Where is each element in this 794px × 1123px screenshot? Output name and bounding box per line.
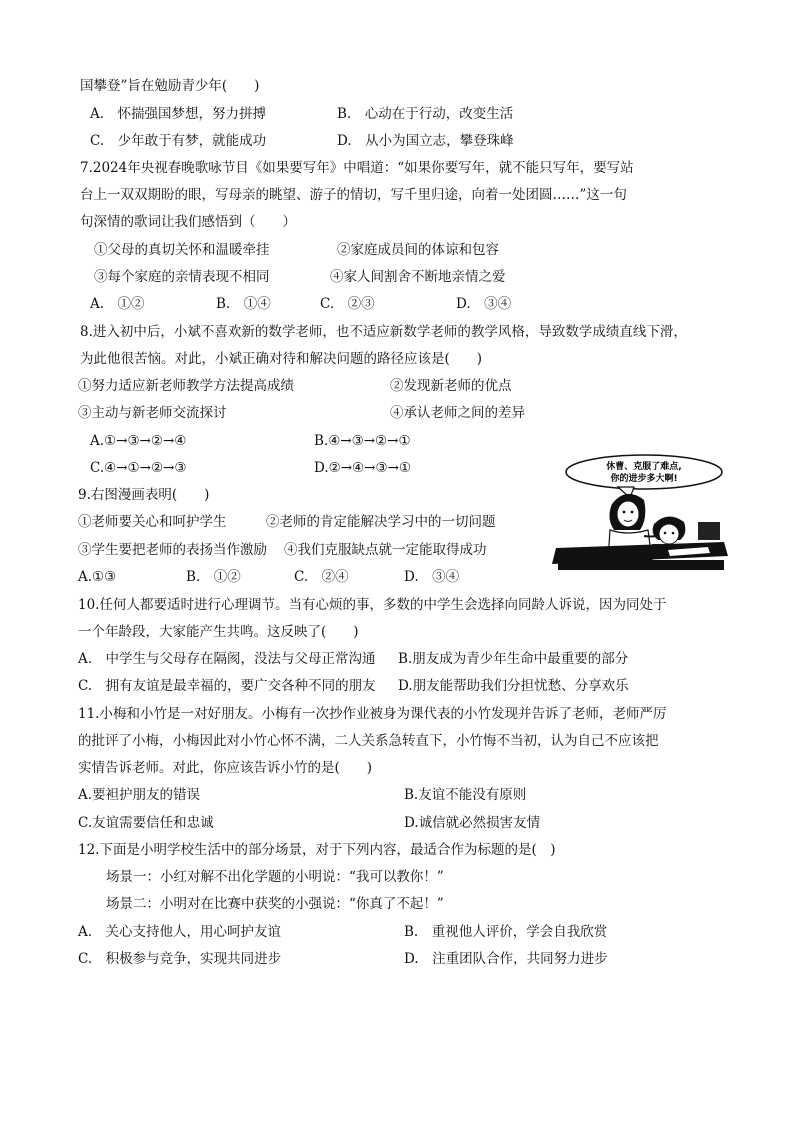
q12-scene-1: 场景一：小红对解不出化学题的小明说：“我可以教你！” xyxy=(106,869,444,885)
q12-option-c: C. 积极参与竞争，实现共同进步 xyxy=(78,951,282,967)
q7-item-3: ③每个家庭的亲情表现不相同 xyxy=(94,269,270,285)
q9-option-b: B. ①② xyxy=(186,569,241,585)
q7-stem-line-3: 句深情的歌词让我们感悟到（ ） xyxy=(80,214,296,230)
q8-item-1: ①努力适应新老师教学方法提高成绩 xyxy=(78,378,294,394)
q6-option-d: D. 从小为国立志，攀登珠峰 xyxy=(337,133,514,149)
q6-option-c: C. 少年敢于有梦，就能成功 xyxy=(90,133,267,149)
q9-option-c: C. ②④ xyxy=(294,569,349,585)
q8-option-a: A.①→③→②→④ xyxy=(90,433,187,449)
q12-option-a: A. 关心支持他人，用心呵护友谊 xyxy=(78,924,282,940)
q6-option-b: B. 心动在于行动，改变生活 xyxy=(337,106,514,122)
bubble-line-1: 休曹、克服了难点, xyxy=(606,462,682,472)
q8-item-2: ②发现新老师的优点 xyxy=(390,378,512,394)
q8-stem-line-1: 8.进入初中后，小斌不喜欢新的数学老师，也不适应新数学老师的教学风格，导致数学成绩直线下滑， xyxy=(80,324,687,340)
q7-item-1: ①父母的真切关怀和温暖牵挂 xyxy=(94,242,270,258)
q8-item-3: ③主动与新老师交流探讨 xyxy=(78,405,227,421)
q10-option-b: B.朋友成为青少年生命中最重要的部分 xyxy=(398,651,629,667)
q12-option-b: B. 重视他人评价，学会自我欣赏 xyxy=(404,924,608,940)
q10-option-d: D.朋友能帮助我们分担忧愁、分享欢乐 xyxy=(398,678,629,694)
q7-option-c: C. ②③ xyxy=(320,296,375,312)
q8-stem-line-2: 为此他很苦恼。对此，小斌正确对待和解决问题的路径应该是( ) xyxy=(80,351,483,367)
q9-option-d: D. ③④ xyxy=(404,569,460,585)
q11-stem-line-2: 的批评了小梅，小梅因此对小竹心怀不满，二人关系急转直下，小竹悔不当初，认为自己不应该把 xyxy=(78,733,659,749)
q12-scene-2: 场景二：小明对在比赛中获奖的小强说：“你真了不起！” xyxy=(106,896,444,912)
q11-option-b: B.友谊不能没有原则 xyxy=(404,787,527,803)
teacher-praise-cartoon xyxy=(548,452,730,570)
q10-option-a: A. 中学生与父母存在隔阂，没法与父母正常沟通 xyxy=(78,651,376,667)
q12-option-d: D. 注重团队合作，共同努力进步 xyxy=(404,951,608,967)
q8-option-d: D.②→④→③→① xyxy=(314,460,411,476)
q8-option-b: B.④→③→②→① xyxy=(314,433,411,449)
q10-stem-line-2: 一个年龄段，大家能产生共鸣。这反映了( ) xyxy=(78,624,359,640)
q6-option-a: A. 怀揣强国梦想，努力拼搏 xyxy=(90,106,267,122)
q7-option-a: A. ①② xyxy=(90,296,145,312)
q7-stem-line-2: 台上一双双期盼的眼，写母亲的眺望、游子的情切，写千里归途，向着一处团圆……”这一句 xyxy=(80,187,627,203)
q7-option-d: D. ③④ xyxy=(456,296,512,312)
q10-stem-line-1: 10.任何人都要适时进行心理调节。当有心烦的事，多数的中学生会选择向同龄人诉说，因为同处于 xyxy=(78,597,667,613)
q9-item-2: ②老师的肯定能解决学习中的一切问题 xyxy=(266,514,496,530)
q12-stem: 12.下面是小明学校生活中的部分场景，对于下列内容，最适合作为标题的是( ) xyxy=(78,842,556,858)
q9-stem: 9.右图漫画表明( ) xyxy=(78,487,210,503)
q8-option-c: C.④→①→②→③ xyxy=(90,460,187,476)
q10-option-c: C. 拥有友谊是最幸福的，要广交各种不同的朋友 xyxy=(78,678,376,694)
bubble-line-2: 你的进步多大啊! xyxy=(610,474,678,484)
q11-option-a: A.要袒护朋友的错误 xyxy=(78,787,201,803)
q11-option-c: C.友谊需要信任和忠诚 xyxy=(78,815,214,831)
q9-option-a: A.①③ xyxy=(78,569,117,585)
q7-item-4: ④家人间割舍不断地亲情之爱 xyxy=(330,269,506,285)
q9-item-3: ③学生要把老师的表扬当作激励 xyxy=(78,542,267,558)
q7-item-2: ②家庭成员间的体谅和包容 xyxy=(337,242,499,258)
q11-option-d: D.诚信就必然损害友情 xyxy=(404,815,541,831)
q11-stem-line-1: 11.小梅和小竹是一对好朋友。小梅有一次抄作业被身为课代表的小竹发现并告诉了老师，老师严厉 xyxy=(78,706,667,722)
cartoon-drawing xyxy=(548,452,730,570)
q9-item-1: ①老师要关心和呵护学生 xyxy=(78,514,227,530)
q11-stem-line-3: 实情告诉老师。对此，你应该告诉小竹的是( ) xyxy=(78,760,373,776)
q8-item-4: ④承认老师之间的差异 xyxy=(390,405,525,421)
book-stack xyxy=(698,522,720,540)
q7-stem-line-1: 7.2024年央视春晚歌咏节目《如果要写年》中唱道：“如果你要写年，就不能只写年，要写站 xyxy=(80,160,634,176)
q9-item-4: ④我们克服缺点就一定能取得成功 xyxy=(284,542,487,558)
q6-stem-tail: 国攀登”旨在勉励青少年( ) xyxy=(80,78,260,94)
q7-option-b: B. ①④ xyxy=(216,296,271,312)
